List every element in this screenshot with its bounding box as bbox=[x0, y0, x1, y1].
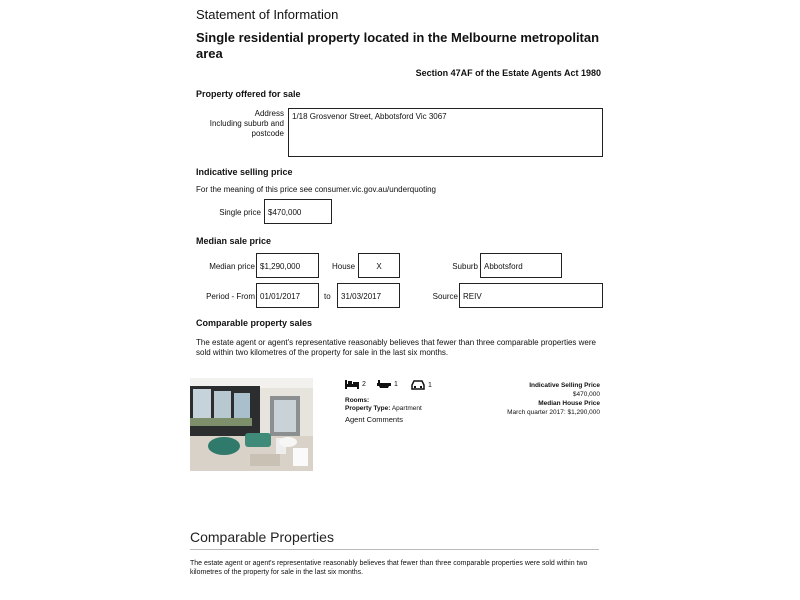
cars-count: 1 bbox=[428, 381, 432, 389]
indicative-section-heading: Indicative selling price bbox=[196, 167, 293, 177]
property-photo bbox=[190, 378, 313, 471]
comparable-properties-paragraph: The estate agent or agent's representative reasonably believes that fewer than three comparable properties were sold within two kilometres of the property for sale in the last six months. bbox=[190, 560, 588, 576]
address-label-line-1: Address bbox=[254, 109, 284, 118]
median-price-label: Median price bbox=[209, 262, 255, 271]
period-to-label: to bbox=[324, 292, 331, 301]
address-label-line-3: postcode bbox=[251, 129, 284, 138]
address-field: 1/18 Grosvenor Street, Abbotsford Vic 3067 bbox=[288, 108, 603, 157]
indicative-selling-price-label: Indicative Selling Price bbox=[529, 382, 600, 389]
indicative-selling-price-value: $470,000 bbox=[572, 391, 600, 398]
period-from-label: Period - From bbox=[206, 292, 255, 301]
document-title: Statement of Information bbox=[196, 7, 339, 22]
listing-price-info bbox=[507, 381, 600, 417]
indicative-note: For the meaning of this price see consumer.vic.gov.au/underquoting bbox=[196, 185, 436, 194]
property-type bbox=[345, 405, 422, 412]
property-type-value: Apartment bbox=[391, 405, 422, 412]
house-field: X bbox=[358, 253, 400, 278]
beds-count: 2 bbox=[362, 381, 366, 388]
bed-icon bbox=[345, 380, 359, 389]
main-heading: Single residential property located in the Melbourne metropolitan area bbox=[196, 30, 600, 61]
single-price-field: $470,000 bbox=[264, 199, 332, 224]
median-section-heading: Median sale price bbox=[196, 236, 272, 246]
suburb-label: Suburb bbox=[452, 262, 478, 271]
property-type-label: Property Type: bbox=[345, 405, 391, 412]
baths-count: 1 bbox=[394, 381, 398, 388]
median-house-price-label: Median House Price bbox=[538, 400, 600, 407]
act-reference: Section 47AF of the Estate Agents Act 1980 bbox=[415, 68, 601, 78]
period-from-field: 01/01/2017 bbox=[256, 283, 319, 308]
median-house-price-value: March quarter 2017: $1,290,000 bbox=[507, 409, 600, 416]
car-icon bbox=[411, 380, 425, 390]
period-to-field: 31/03/2017 bbox=[337, 283, 400, 308]
comparable-properties-heading: Comparable Properties bbox=[190, 529, 334, 545]
comparable-paragraph: The estate agent or agent's representative reasonably believes that fewer than three comparable properties were sold within two kilometres of the property for sale in the last six months. bbox=[196, 338, 596, 357]
address-label-line-2: Including suburb and bbox=[209, 119, 284, 128]
median-price-field: $1,290,000 bbox=[256, 253, 319, 278]
single-price-label: Single price bbox=[219, 208, 261, 217]
agent-comments: Agent Comments bbox=[345, 415, 403, 424]
suburb-field: Abbotsford bbox=[480, 253, 562, 278]
bath-icon bbox=[377, 380, 391, 389]
address-label bbox=[196, 109, 284, 139]
beds-feature bbox=[345, 380, 366, 389]
house-label: House bbox=[332, 262, 356, 271]
rooms-label: Rooms: bbox=[345, 397, 370, 404]
section-divider bbox=[190, 549, 599, 550]
source-label: Source bbox=[432, 292, 458, 301]
property-section-heading: Property offered for sale bbox=[196, 89, 301, 99]
source-field: REIV bbox=[459, 283, 603, 308]
comparable-section-heading: Comparable property sales bbox=[196, 318, 313, 328]
baths-feature bbox=[377, 380, 398, 389]
cars-feature bbox=[411, 380, 432, 390]
